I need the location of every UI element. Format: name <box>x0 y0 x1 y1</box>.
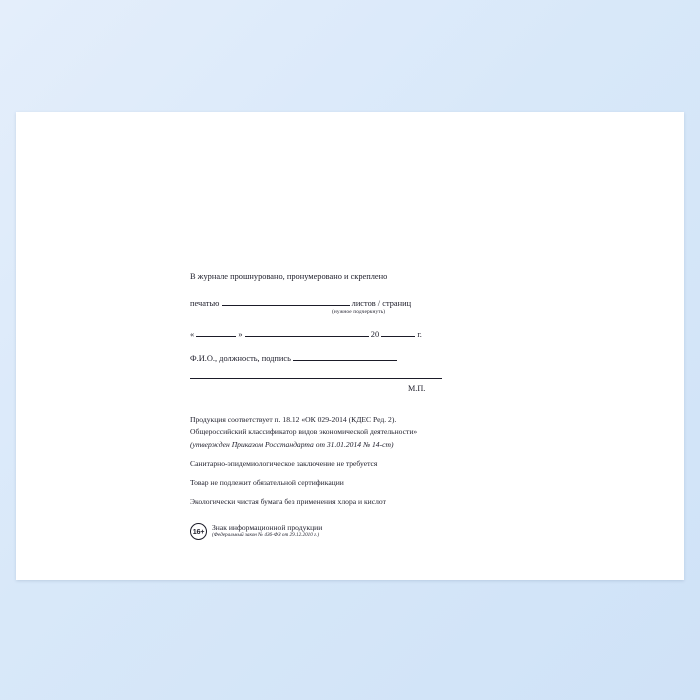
seal-fill-line[interactable] <box>222 297 350 306</box>
signature-line <box>190 352 590 365</box>
signature-second-fill-line[interactable] <box>190 377 442 379</box>
age-rating-subtitle: (Федеральный закон № 436-ФЗ от 29.12.2010 г.) <box>212 531 320 538</box>
certification-block <box>190 272 590 394</box>
year-suffix: г. <box>417 329 422 339</box>
legal-notices <box>190 415 610 517</box>
legal-line-4: Санитарно-эпидемиологическое заключение не требуется <box>190 458 378 468</box>
seal-label: печатью <box>190 298 220 308</box>
age-16-plus-icon: 16+ <box>190 523 207 540</box>
year-fill-line[interactable] <box>381 328 415 337</box>
day-fill-line[interactable] <box>196 328 236 337</box>
year-prefix: 20 <box>370 329 380 339</box>
stamp-label: М.П. <box>408 383 426 393</box>
legal-line-1: Продукция соответствует п. 18.12 «ОК 029-2014 (КДЕС Ред. 2). <box>190 415 397 424</box>
legal-line-6: Экологически чистая бумага без применения хлора и кислот <box>190 497 386 507</box>
date-line <box>190 328 590 341</box>
legal-line-5: Товар не подлежит обязательной сертификации <box>190 478 344 487</box>
sheets-pages-label: листов / страниц <box>351 298 412 308</box>
underline-note: (нужное подчеркнуть) <box>332 309 386 315</box>
age-rating-title: Знак информационной продукции <box>212 523 323 533</box>
certification-line-1: В журнале прошнуровано, пронумеровано и скреплено <box>190 272 388 281</box>
quote-close: » <box>238 329 243 339</box>
month-fill-line[interactable] <box>245 328 369 337</box>
age-rating-row <box>190 523 322 540</box>
signature-fill-line[interactable] <box>293 352 397 361</box>
certification-line-2 <box>190 297 590 310</box>
legal-line-2: Общероссийский классификатор видов экономической деятельности» <box>190 427 418 437</box>
quote-open: « <box>190 329 195 339</box>
document-page <box>16 112 684 580</box>
age-rating-text <box>212 524 322 539</box>
signature-label: Ф.И.О., должность, подпись <box>190 354 291 364</box>
legal-line-3: (утвержден Приказом Росстандарта от 31.01.2014 № 14-ст) <box>190 439 394 449</box>
